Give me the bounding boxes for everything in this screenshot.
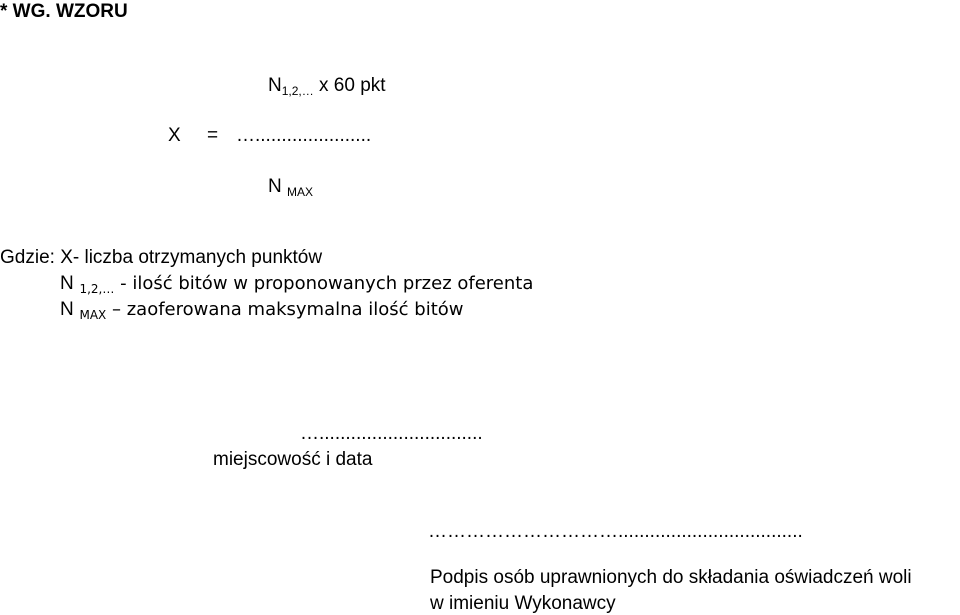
numerator-subscript: 1,2,…	[281, 84, 314, 98]
signature-label-line1: Podpis osób uprawnionych do składania oświadczeń woli	[430, 567, 912, 588]
formula-numerator	[268, 75, 386, 98]
signature-line: …………………………...................................	[428, 521, 803, 542]
definition-symbol: N	[60, 273, 74, 294]
definition-subscript: MAX	[79, 308, 107, 322]
denominator-symbol: N	[268, 176, 282, 197]
formula-fraction-line: …......................	[236, 125, 372, 146]
definition-subscript: 1,2,…	[79, 282, 115, 296]
definition-symbol: N	[60, 299, 74, 320]
numerator-symbol: N	[268, 75, 282, 96]
formula-equals: =	[207, 125, 219, 146]
definition-n-bits	[60, 273, 534, 296]
place-date-label: miejscowość i data	[213, 449, 373, 470]
definition-n-max	[60, 299, 464, 322]
definition-text: - ilość bitów w proponowanych przez oferenta	[114, 273, 534, 294]
numerator-rest: x 60 pkt	[313, 75, 386, 96]
formula-lhs: X	[168, 125, 181, 146]
definition-text: – zaoferowana maksymalna ilość bitów	[106, 299, 464, 320]
formula-denominator	[268, 176, 314, 199]
document-title: * WG. WZORU	[0, 1, 128, 22]
denominator-subscript: MAX	[287, 185, 314, 199]
definitions-intro: Gdzie: X- liczba otrzymanych punktów	[0, 247, 323, 268]
signature-label-line2: w imieniu Wykonawcy	[430, 593, 616, 614]
place-date-line: …...............................	[300, 423, 483, 444]
